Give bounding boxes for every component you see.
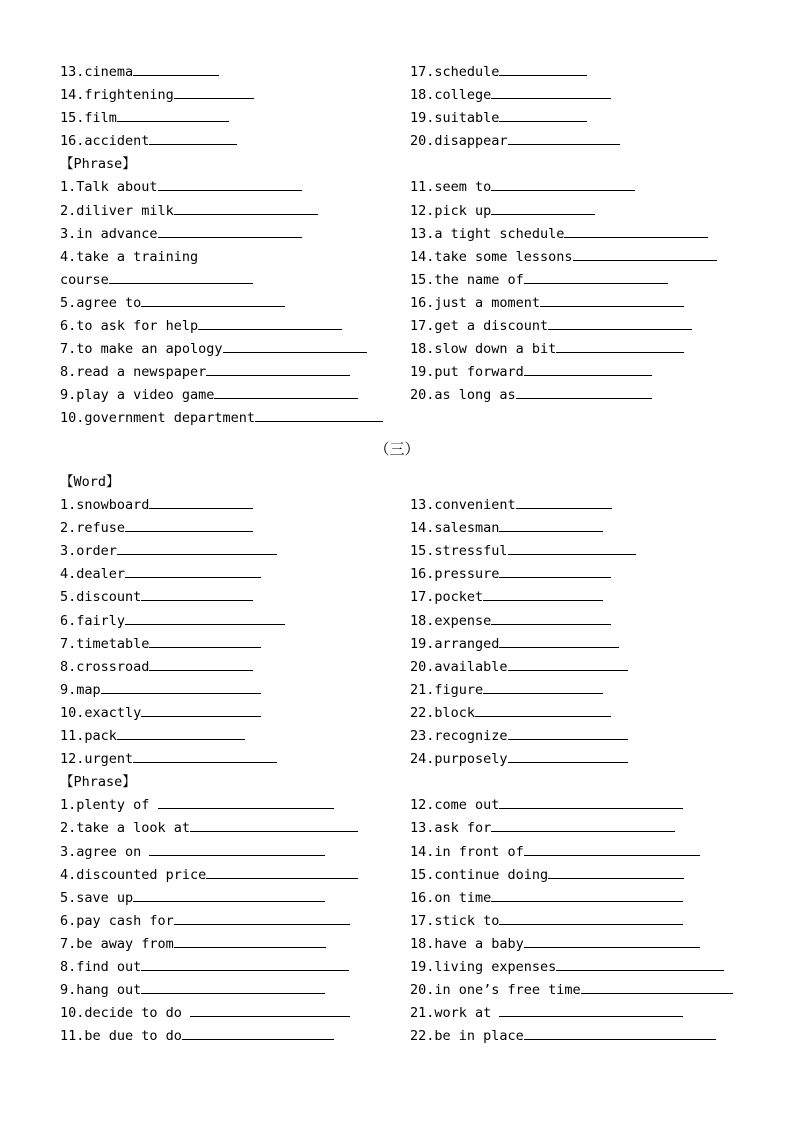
table-row	[60, 586, 760, 609]
word-item: 13.convenient	[410, 494, 612, 517]
table-row	[60, 864, 760, 887]
word-item: 20.available	[410, 656, 628, 679]
answer-blank[interactable]	[141, 292, 285, 307]
phrase-item: 18.slow down a bit	[410, 338, 684, 361]
answer-blank[interactable]	[174, 910, 350, 925]
answer-blank[interactable]	[491, 176, 635, 191]
part2-phrase-list	[60, 794, 760, 1048]
word-item: 20.disappear	[410, 130, 620, 153]
answer-blank[interactable]	[556, 338, 684, 353]
answer-blank[interactable]	[149, 633, 261, 648]
answer-blank[interactable]	[133, 61, 219, 76]
table-row	[60, 540, 760, 563]
answer-blank[interactable]	[524, 841, 700, 856]
answer-blank[interactable]	[214, 384, 358, 399]
table-row	[60, 130, 760, 153]
answer-blank[interactable]	[508, 656, 628, 671]
answer-blank[interactable]	[524, 361, 652, 376]
word-item: 2.refuse	[60, 517, 253, 540]
answer-blank[interactable]	[499, 107, 587, 122]
word-item: 24.purposely	[410, 748, 628, 771]
answer-blank[interactable]	[524, 269, 668, 284]
phrase-item: 9.play a video game	[60, 384, 358, 407]
phrase-item: 6.pay cash for	[60, 910, 350, 933]
word-item: 10.exactly	[60, 702, 261, 725]
phrase-item: 13.a tight schedule	[410, 223, 708, 246]
table-row	[60, 1002, 760, 1025]
answer-blank[interactable]	[109, 269, 253, 284]
answer-blank[interactable]	[581, 979, 733, 994]
table-row	[60, 748, 760, 771]
word-item: 14.salesman	[410, 517, 603, 540]
answer-blank[interactable]	[149, 130, 237, 145]
phrase-heading: 【Phrase】	[60, 156, 136, 173]
answer-blank[interactable]	[540, 292, 684, 307]
word-item: 16.accident	[60, 130, 237, 153]
answer-blank[interactable]	[491, 610, 611, 625]
table-row	[60, 407, 760, 430]
answer-blank[interactable]	[483, 679, 603, 694]
table-row	[60, 656, 760, 679]
phrase-item: 7.to make an apology	[60, 338, 367, 361]
answer-blank[interactable]	[149, 494, 253, 509]
answer-blank[interactable]	[499, 517, 603, 532]
answer-blank[interactable]	[125, 517, 253, 532]
answer-blank[interactable]	[255, 407, 383, 422]
answer-blank[interactable]	[475, 702, 611, 717]
answer-blank[interactable]	[499, 61, 587, 76]
word-item: 19.arranged	[410, 633, 619, 656]
phrase-item: 8.read a newspaper	[60, 361, 350, 384]
word-item: 7.timetable	[60, 633, 261, 656]
phrase-heading: 【Phrase】	[60, 774, 136, 791]
word-item: 18.expense	[410, 610, 611, 633]
answer-blank[interactable]	[174, 84, 254, 99]
answer-blank[interactable]	[508, 725, 628, 740]
table-row	[60, 107, 760, 130]
word-item: 3.order	[60, 540, 277, 563]
table-row	[60, 910, 760, 933]
table-row	[60, 725, 760, 748]
answer-blank[interactable]	[548, 315, 692, 330]
answer-blank[interactable]	[206, 361, 350, 376]
table-row	[60, 315, 760, 338]
answer-blank[interactable]	[508, 748, 628, 763]
table-row	[60, 84, 760, 107]
table-row	[60, 841, 760, 864]
word-item: 22.block	[410, 702, 611, 725]
table-row	[60, 292, 760, 315]
phrase-item: 6.to ask for help	[60, 315, 342, 338]
table-row	[60, 1025, 760, 1048]
phrase-item: 4.discounted price	[60, 864, 358, 887]
answer-blank[interactable]	[117, 725, 245, 740]
answer-blank[interactable]	[556, 956, 724, 971]
table-row	[60, 702, 760, 725]
phrase-item: 19.living expenses	[410, 956, 724, 979]
part2-word-list	[60, 494, 760, 771]
answer-blank[interactable]	[564, 223, 708, 238]
phrase-item: 10.decide to do	[60, 1002, 350, 1025]
answer-blank[interactable]	[117, 540, 277, 555]
answer-blank[interactable]	[158, 176, 302, 191]
answer-blank[interactable]	[206, 864, 358, 879]
part1-word-list	[60, 61, 760, 431]
phrase-item: 2.diliver milk	[60, 200, 318, 223]
phrase-item: 20.as long as	[410, 384, 652, 407]
table-row	[60, 563, 760, 586]
word-item: 1.snowboard	[60, 494, 253, 517]
answer-blank[interactable]	[141, 586, 253, 601]
answer-blank[interactable]	[499, 563, 611, 578]
answer-blank[interactable]	[190, 817, 358, 832]
part2-list	[60, 471, 760, 1048]
phrase-item: 17.stick to	[410, 910, 683, 933]
answer-blank[interactable]	[516, 494, 612, 509]
answer-blank[interactable]	[101, 679, 261, 694]
word-item: 16.pressure	[410, 563, 611, 586]
phrase-item: 12.pick up	[410, 200, 595, 223]
answer-blank[interactable]	[499, 910, 683, 925]
word-item: 14.frightening	[60, 84, 254, 107]
answer-blank[interactable]	[158, 794, 334, 809]
phrase-item: 1.plenty of	[60, 794, 334, 817]
word-item: 11.pack	[60, 725, 245, 748]
answer-blank[interactable]	[190, 1002, 350, 1017]
word-item: 9.map	[60, 679, 261, 702]
answer-blank[interactable]	[499, 633, 619, 648]
word-item: 6.fairly	[60, 610, 285, 633]
answer-blank[interactable]	[182, 1025, 334, 1040]
word-item: 4.dealer	[60, 563, 261, 586]
answer-blank[interactable]	[141, 956, 349, 971]
phrase-item: 13.ask for	[410, 817, 675, 840]
word-item: 15.film	[60, 107, 229, 130]
answer-blank[interactable]	[174, 200, 318, 215]
phrase-item: 16.on time	[410, 887, 683, 910]
phrase-item: 14.in front of	[410, 841, 700, 864]
table-row	[60, 887, 760, 910]
phrase-item: 1.Talk about	[60, 176, 302, 199]
answer-blank[interactable]	[198, 315, 342, 330]
phrase-item: 8.find out	[60, 956, 349, 979]
answer-blank[interactable]	[223, 338, 367, 353]
answer-blank[interactable]	[524, 1025, 716, 1040]
answer-blank[interactable]	[524, 933, 700, 948]
answer-blank[interactable]	[149, 841, 325, 856]
table-row	[60, 61, 760, 84]
answer-blank[interactable]	[491, 84, 611, 99]
answer-blank[interactable]	[491, 817, 675, 832]
answer-blank[interactable]	[499, 794, 683, 809]
table-row	[60, 246, 760, 292]
word-item: 18.college	[410, 84, 611, 107]
answer-blank[interactable]	[499, 1002, 683, 1017]
phrase-item: 3.in advance	[60, 223, 302, 246]
phrase-item: 16.just a moment	[410, 292, 684, 315]
answer-blank[interactable]	[133, 748, 277, 763]
phrase-item: 21.work at	[410, 1002, 683, 1025]
phrase-item: 20.in one’s free time	[410, 979, 733, 1002]
answer-blank[interactable]	[491, 200, 595, 215]
answer-blank[interactable]	[125, 563, 261, 578]
answer-blank[interactable]	[117, 107, 229, 122]
answer-blank[interactable]	[508, 540, 636, 555]
word-item: 17.schedule	[410, 61, 587, 84]
phrase-item: 11.be due to do	[60, 1025, 334, 1048]
table-row	[60, 494, 760, 517]
table-row	[60, 933, 760, 956]
word-item: 21.figure	[410, 679, 603, 702]
table-row	[60, 338, 760, 361]
word-item: 17.pocket	[410, 586, 603, 609]
word-item: 5.discount	[60, 586, 253, 609]
phrase-item: 3.agree on	[60, 841, 325, 864]
table-row	[60, 979, 760, 1002]
phrase-item: 14.take some lessons 15.the name of	[410, 246, 717, 292]
phrase-item: 10.government department	[60, 407, 383, 430]
table-row	[60, 956, 760, 979]
answer-blank[interactable]	[491, 887, 683, 902]
phrase-item: 17.get a discount	[410, 315, 692, 338]
table-row	[60, 517, 760, 540]
table-row	[60, 223, 760, 246]
answer-blank[interactable]	[483, 586, 603, 601]
answer-blank[interactable]	[174, 933, 326, 948]
word-item: 8.crossroad	[60, 656, 253, 679]
answer-blank[interactable]	[141, 979, 325, 994]
table-row	[60, 200, 760, 223]
word-item: 15.stressful	[410, 540, 636, 563]
answer-blank[interactable]	[508, 130, 620, 145]
section-title: （三）	[374, 440, 420, 458]
phrase-item: 5.agree to	[60, 292, 285, 315]
answer-blank[interactable]	[573, 246, 717, 261]
phrase-item: 11.seem to	[410, 176, 635, 199]
table-row	[60, 610, 760, 633]
phrase-item: 2.take a look at	[60, 817, 358, 840]
word-item: 13.cinema	[60, 61, 219, 84]
phrase-item: 18.have a baby	[410, 933, 700, 956]
phrase-item: 15.continue doing	[410, 864, 684, 887]
table-row	[60, 794, 760, 817]
answer-blank[interactable]	[149, 656, 253, 671]
answer-blank[interactable]	[125, 610, 285, 625]
phrase-item: 12.come out	[410, 794, 683, 817]
table-row	[60, 176, 760, 199]
phrase-item: 22.be in place	[410, 1025, 716, 1048]
word-heading: 【Word】	[60, 474, 120, 490]
word-item: 12.urgent	[60, 748, 277, 771]
word-item: 19.suitable	[410, 107, 587, 130]
table-row	[60, 679, 760, 702]
table-row	[60, 384, 760, 407]
answer-blank[interactable]	[141, 702, 261, 717]
table-row	[60, 361, 760, 384]
phrase-item: 5.save up	[60, 887, 325, 910]
phrase-item: 7.be away from	[60, 933, 326, 956]
answer-blank[interactable]	[133, 887, 325, 902]
phrase-item: 19.put forward	[410, 361, 652, 384]
word-item: 23.recognize	[410, 725, 628, 748]
answer-blank[interactable]	[158, 223, 302, 238]
phrase-item: 9.hang out	[60, 979, 325, 1002]
answer-blank[interactable]	[516, 384, 652, 399]
table-row	[60, 817, 760, 840]
table-row	[60, 633, 760, 656]
answer-blank[interactable]	[548, 864, 684, 879]
phrase-item: 4.take a training course	[60, 246, 253, 292]
